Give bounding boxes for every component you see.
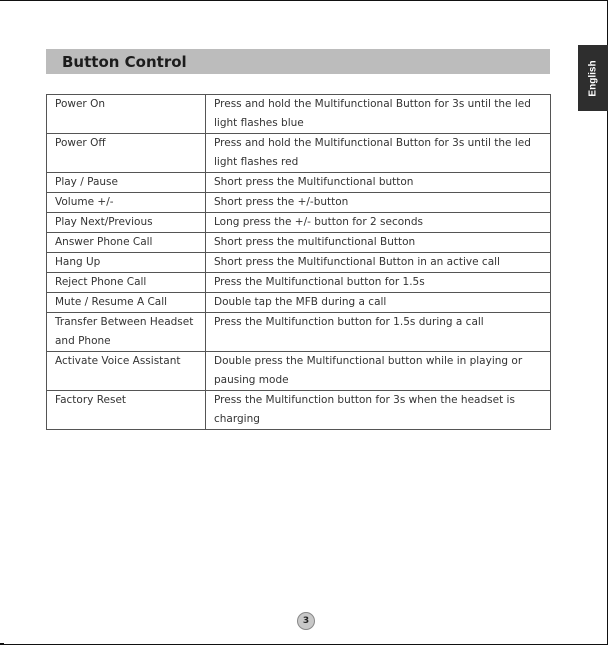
table-row bbox=[47, 233, 551, 253]
instruction-cell: Press and hold the Multifunctional Button for 3s until the led light flashes red bbox=[206, 134, 551, 173]
action-cell: Mute / Resume A Call bbox=[47, 293, 206, 313]
button-control-table bbox=[46, 94, 551, 430]
instruction-cell: Short press the Multifunctional Button in an active call bbox=[206, 253, 551, 273]
language-tab-label: English bbox=[587, 59, 599, 97]
instruction-cell: Double tap the MFB during a call bbox=[206, 293, 551, 313]
action-cell: Transfer Between Headset and Phone bbox=[47, 313, 206, 352]
table-row bbox=[47, 95, 551, 134]
table-row bbox=[47, 134, 551, 173]
instruction-cell: Long press the +/- button for 2 seconds bbox=[206, 213, 551, 233]
action-cell: Factory Reset bbox=[47, 391, 206, 430]
instruction-cell: Press the Multifunctional button for 1.5s bbox=[206, 273, 551, 293]
instruction-cell: Short press the +/-button bbox=[206, 193, 551, 213]
table-row bbox=[47, 173, 551, 193]
table-row bbox=[47, 213, 551, 233]
section-title: Button Control bbox=[62, 52, 187, 71]
instruction-cell: Press and hold the Multifunctional Button for 3s until the led light flashes blue bbox=[206, 95, 551, 134]
action-cell: Hang Up bbox=[47, 253, 206, 273]
instruction-cell: Press the Multifunction button for 3s when the headset is charging bbox=[206, 391, 551, 430]
action-cell: Play / Pause bbox=[47, 173, 206, 193]
language-tab bbox=[578, 45, 608, 111]
action-cell: Activate Voice Assistant bbox=[47, 352, 206, 391]
table-row bbox=[47, 193, 551, 213]
action-cell: Power Off bbox=[47, 134, 206, 173]
instruction-cell: Double press the Multifunctional button while in playing or pausing mode bbox=[206, 352, 551, 391]
action-cell: Volume +/- bbox=[47, 193, 206, 213]
page-border-bottom bbox=[0, 644, 608, 645]
instruction-cell: Short press the multifunctional Button bbox=[206, 233, 551, 253]
table-row bbox=[47, 352, 551, 391]
action-cell: Power On bbox=[47, 95, 206, 134]
instruction-cell: Press the Multifunction button for 1.5s during a call bbox=[206, 313, 551, 352]
instruction-cell: Short press the Multifunctional button bbox=[206, 173, 551, 193]
table-row bbox=[47, 273, 551, 293]
table-row bbox=[47, 313, 551, 352]
corner-mark bbox=[0, 643, 4, 645]
page-border-top bbox=[0, 0, 608, 1]
section-header bbox=[46, 49, 550, 74]
action-cell: Reject Phone Call bbox=[47, 273, 206, 293]
action-cell: Play Next/Previous bbox=[47, 213, 206, 233]
page-number: 3 bbox=[297, 612, 315, 630]
table-row bbox=[47, 293, 551, 313]
table-row bbox=[47, 391, 551, 430]
table-row bbox=[47, 253, 551, 273]
action-cell: Answer Phone Call bbox=[47, 233, 206, 253]
